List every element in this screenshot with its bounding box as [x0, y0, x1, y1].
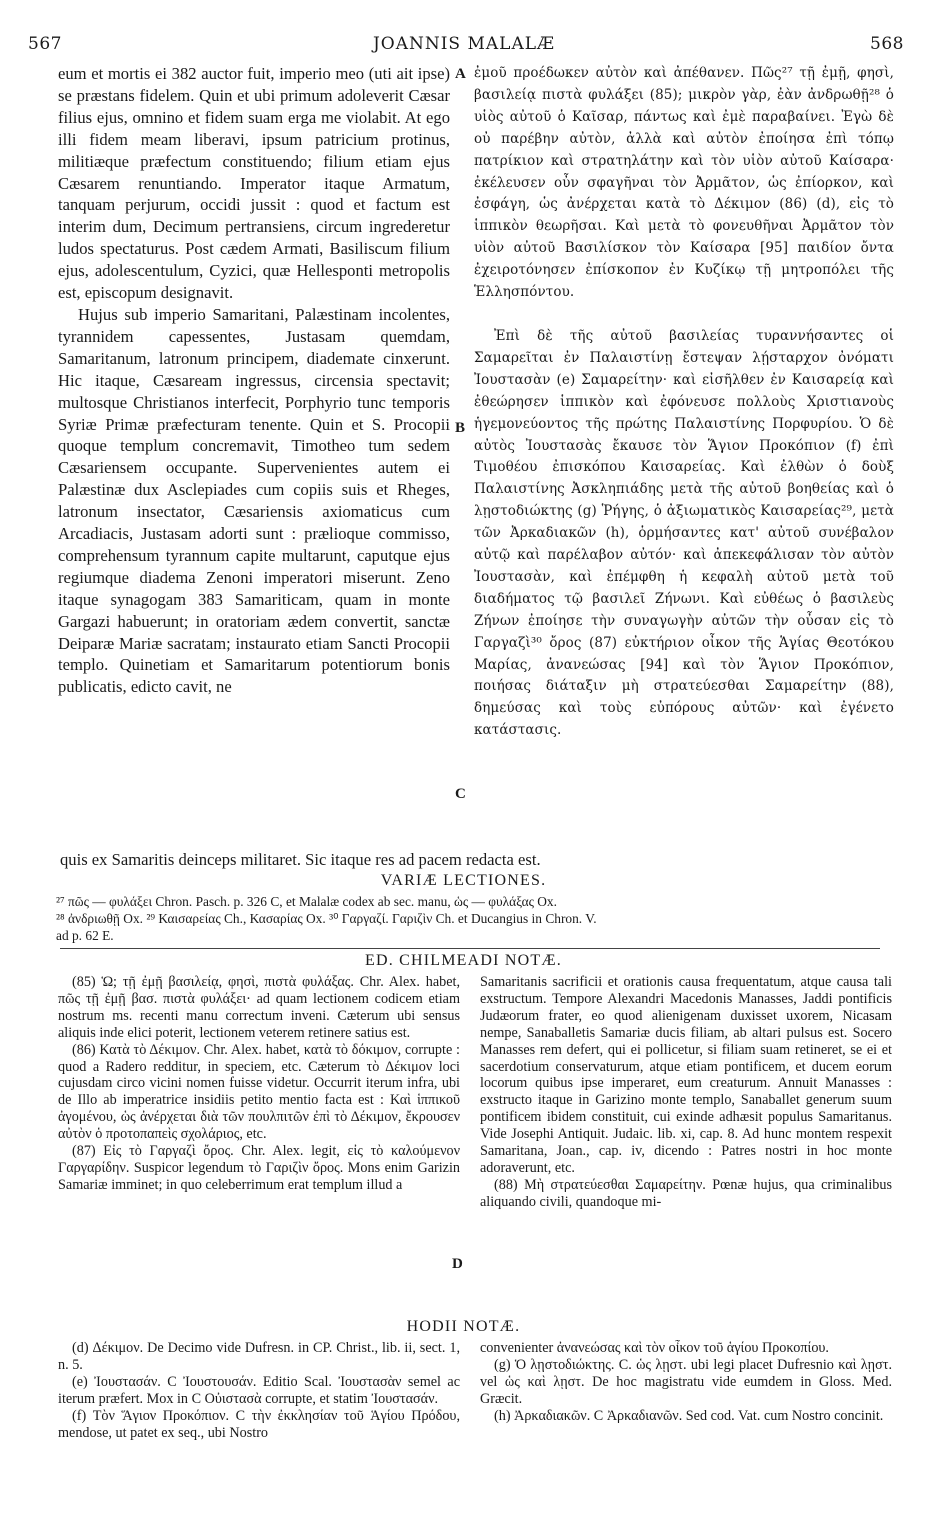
- latin-paragraph: Hujus sub imperio Samaritani, Palæstinam incolentes, tyrannidem capessentes, Justasam quemdam, Samaritanum, latronum principem, diademate cinxerunt. Hic itaque, Cæsaream ingressus, circensia spectavit; multosque Christianos interfecit, Porphyrio tunc temporis Syriæ Primæ præfecturam tenente. Quin et S. Procopii quoque templum concremavit, Timotheo tum sedem Cæsariensem occupante. Supervenientes autem ei Palæstinæ dux Asclepiades cum copiis suis et Rheges, latronum insectator, Cæsariensis axiomaticus cum Arcadiacis, Justasam adorti sunt : prælioque commisso, comprehensum tyrannum capite multarunt, caputque ejus regiumque diadema Zenoni imperatori miserunt. Zeno itaque synagogam 383 Samariticam, quam in monte Gargazi habuerunt; in oratoriam ædem convertit, sanctæ Deiparæ Mariæ sacratam; instaurato etiam Sancti Procopii templo. Quinetiam et Samaritarum potentiorum bonis publicatis, edicto cavit, ne: [58, 304, 450, 697]
- greek-text-column: [474, 63, 894, 850]
- note-paragraph: convenienter ἀνανεώσας καὶ τὸν οἶκον τοῦ ἁγίου Προκοπίου.: [480, 1340, 829, 1356]
- note-paragraph: Samaritanis sacrificii et orationis causa frequentatum, atque causa tali exstructum. Tempore Alexandri Macedonis Manasses, Jaddi pontificis Judæorum frater, eo quod alienigenam duxisset uxorem, Nicasam nempe, Sanaballetis Samariæ ducis filiam, ab altari pulsus est. Socero Manasses rem defert, qui ei pollicetur, si filiam suam retineret, se ei et sacerdotium conservaturum, atque etiam pontificem, et ducem eorum locorum quibus ipse imperaret, eum creaturum. Annuit Manasses : exstructo itaque in Garizino monte templo, Sanaballet generum suum pontificem ibidem constituit, cui exinde adhæsit populus Samaritanus. Vide Josephi Antiquit. Judaic. lib. xi, cap. 8. Ad hunc montem respexit Samaritana, Joan., cap. iv, dicendo : Patres nostri in hoc monte adoraverunt, etc.: [480, 974, 892, 1176]
- margin-letter-d: D: [452, 1256, 463, 1272]
- note-paragraph: (e) Ἰουστασάν. C Ἰουστουσάν. Editio Scal. Ἰουστασὰν semel ac iterum præfert. Mox in C Οὐιστασὰ corrupte, et statim Ἰουστασάν.: [58, 1373, 460, 1407]
- hodii-notes-right: [480, 1340, 892, 1480]
- page-number-left: 567: [28, 34, 62, 54]
- note-paragraph: (h) Ἀρκαδιακῶν. C Ἀρκαδιανῶν. Sed cod. Vat. cum Nostro concinit.: [494, 1407, 884, 1424]
- hodii-notes-heading: HODII NOTÆ.: [406, 1318, 521, 1335]
- chilmead-notes-right: [480, 974, 892, 1314]
- note-paragraph: (f) Τὸν Ἅγιον Προκόπιον. C τὴν ἐκκλησίαν τοῦ Ἁγίου Πρόδου, mendose, ut patet ex seq., ubi Nostro: [58, 1407, 460, 1441]
- latin-text-column: [58, 63, 450, 850]
- margin-letter-b: B: [455, 420, 466, 436]
- note-paragraph: (85) Ὡ; τῇ ἐμῇ βασιλείᾳ, φησὶ, πιστὰ φυλάξας. Chr. Alex. habet, πῶς τῇ ἐμῇ βασ. πιστὰ φυλάξει· ad quam lectionem codicem etiam nostrum ms. recenti manu correctum inveni. Cæterum ubi sensus aliquis inde elici poterit, lectionem veterem retinere satius est.: [58, 974, 460, 1041]
- note-paragraph: (86) Κατὰ τὸ Δέκιμον. Chr. Alex. habet, κατὰ τὸ δόκιμον, corrupte : quod a Radero redditur, in speciem, etc. Cæterum τὸ Δέκιμον loci cujusdam circo vicini nomen fuisse videtur. Occurrit iterum infra, ubi de Illo ab imperatrice insidiis petito mentio facta est : Καὶ ἱππικοῦ ἀγομένου, ὡς ἀνέρχεται διὰ τῶν πουλπιτῶν ἐπὶ τὸ Δέκιμον, ἔκρουσεν αὐτὸν ὁ προτοπαπεὶς σχολάριος, etc.: [58, 1041, 460, 1143]
- page-number-right: 568: [870, 34, 904, 54]
- chilmead-notes-heading: ED. CHILMEADI NOTÆ.: [364, 952, 562, 969]
- variant-line: ²⁸ ἀνδριωθῇ Ox. ²⁹ Καισαρείας Ch., Κασαρίας Ox. ³⁰ Γαργαζί. Γαριζὶν Ch. et Ducangius in Chron. V.: [56, 911, 597, 926]
- note-paragraph: (g) Ὁ λῃστοδιώκτης. C. ὡς λῃστ. ubi legi placet Dufresnio καὶ λῃστ. vel ὡς καὶ λῃστ. De hoc magistratu vide eumdem in Gloss. Med. Græcit.: [480, 1356, 892, 1407]
- greek-paragraph: ἐμοῦ προέδωκεν αὐτὸν καὶ ἀπέθανεν. Πῶς²⁷ τῇ ἐμῇ, φησὶ, βασιλείᾳ πιστὰ φυλάξει (85); μικρὸν γὰρ, ἐὰν ἀνδρωθῇ²⁸ ὁ υἱὸς αὐτοῦ ὁ Καῖσαρ, πάντως καὶ ἐμὲ παραβαίνει. Ἐγὼ δὲ οὐ παρέβην αὐτὸν, ἀλλὰ καὶ αὐτὸν ἐποίησα ἐπὶ τόπῳ πατρίκιον καὶ στρατηλάτην καὶ τὸν υἱὸν αὐτοῦ Καίσαρα· ἐκέλευσεν οὖν σφαγῆναι τὸν Ἀρμᾶτον, ὡς ἐπίορκον, καὶ ἐσφάγη, ὡς ἀνέρχεται κατὰ τὸ Δέκιμον (86) (d), εἰς τὸ ἱππικὸν θεωρῆσαι. Καὶ μετὰ τὸ φονευθῆναι Ἀρμᾶτον τὸν υἱὸν αὐτοῦ Βασιλίσκον τὸν Καίσαρα [95] παιδίον ὄντα ἐχειροτόνησεν ἐπίσκοπον ἐν Κυζίκῳ τῇ μητροπόλει τῆς Ἑλλησπόντου.: [474, 65, 894, 301]
- greek-paragraph: Ἐπὶ δὲ τῆς αὐτοῦ βασιλείας τυραννήσαντες οἱ Σαμαρεῖται ἐν Παλαιστίνῃ ἔστεψαν λῄσταρχον ὀνόματι Ἰουστασὰν (e) Σαμαρείτην· καὶ εἰσῆλθεν ἐν Καισαρείᾳ καὶ ἐθεώρησεν ἱππικὸν καὶ ἐφόνευσε πολλοὺς Χριστιανοὺς ἡγεμονεύοντος τῆς πρώτης Παλαιστίνης Πορφυρίου. Ὁ δὲ αὐτὸς Ἰουστασὰς ἔκαυσε τὸν Ἅγιον Προκόπιον (f) ἐπὶ Τιμοθέου ἐπισκόπου Καισαρείας. Καὶ ἐλθὼν ὁ δοὺξ Παλαιστίνης Ἀσκληπιάδης μετὰ τῆς αὐτοῦ βοηθείας καὶ ὁ λῃστοδιώκτης (g) Ῥήγης, ὁ ἀξιωματικὸς Καισαρείας²⁹, μετὰ τῶν Ἀρκαδιακῶν (h), ὁρμήσαντες κατ' αὐτοῦ συνέβαλον αὐτῷ καὶ παρέλαβον αὐτόν· καὶ ἀπεκεφάλισαν τὸν αὐτὸν Ἰουστασὰν, καὶ ἐπέμφθη ἡ κεφαλὴ αὐτοῦ μετὰ τοῦ διαδήματος τῷ βασιλεῖ Ζήνωνι. Καὶ εὐθέως ὁ βασιλεὺς Ζήνων ἐποίησε τὴν συναγωγὴν αὐτῶν τὴν οὖσαν εἰς τὸ Γαργαζὶ³⁰ ὄρος (87) εὐκτήριον οἶκον τῆς Ἁγίας Θεοτόκου Μαρίας, ἀνανεώσας [94] καὶ τὸν Ἅγιον Προκόπιον, ποιήσας διάταξιν μὴ στρατεύεσθαι Σαμαρείτην (88), δημεύσας καὶ τοὺς εὐπόρους αὐτῶν· καὶ ἐγένετο κατάστασις.: [474, 327, 894, 739]
- running-header: [24, 34, 904, 58]
- hodii-notes-left: [58, 1340, 460, 1480]
- variae-lectiones: [56, 893, 896, 944]
- section-rule: [60, 948, 880, 949]
- variae-lectiones-heading: VARIÆ LECTIONES.: [380, 872, 547, 889]
- chilmead-notes-left: [58, 974, 460, 1314]
- latin-run-on-line: quis ex Samaritis deinceps militaret. Sic itaque res ad pacem redacta est.: [60, 850, 541, 869]
- variant-line: ²⁷ πῶς — φυλάξει Chron. Pasch. p. 326 C, et Malalæ codex ab sec. manu, ὡς — φυλάξας Ox.: [56, 894, 557, 909]
- margin-letter-a: A: [455, 66, 466, 82]
- variant-line: ad p. 62 E.: [56, 928, 114, 943]
- note-paragraph: (87) Εἰς τὸ Γαργαζὶ ὄρος. Chr. Alex. legit, εἰς τὸ καλούμενον Γαργαρίδην. Suspicor legendum τὸ Γαριζὶν ὄρος. Mons enim Garizin Samariæ imminet; in quo celeberrimum erat templum illud a: [58, 1143, 460, 1193]
- note-paragraph: (d) Δέκιμον. De Decimo vide Dufresn. in CP. Christ., lib. ii, sect. 1, n. 5.: [58, 1340, 460, 1373]
- latin-paragraph: eum et mortis ei 382 auctor fuit, imperio meo (uti ait ipse) se præstans fidelem. Quin et ubi primum adoleverit Cæsar filius ejus, omnino et fidem suam erga me violabit. At ego illi fidem meam liberavi, ipsum patricium protinus, militiæque præfectum constituendo; filium etiam ejus Cæsarem renuntiando. Imperator itaque Armatum, tanquam perjurum, occidi jussit : quod et factum est interim dum, Decimum pertransiens, circum ingrederetur ludos spectaturus. Post cædem Armati, Basiliscum filium ejus, adolescentulum, Cyzici, quæ Hellesponti metropolis est, episcopum designavit.: [58, 64, 450, 303]
- margin-letter-c: C: [455, 786, 466, 802]
- note-paragraph: (88) Μὴ στρατεύεσθαι Σαμαρείτην. Pœnæ hujus, qua criminalibus aliquando civili, quandoque mi-: [480, 1176, 892, 1210]
- running-title: JOANNIS MALALÆ: [372, 34, 556, 54]
